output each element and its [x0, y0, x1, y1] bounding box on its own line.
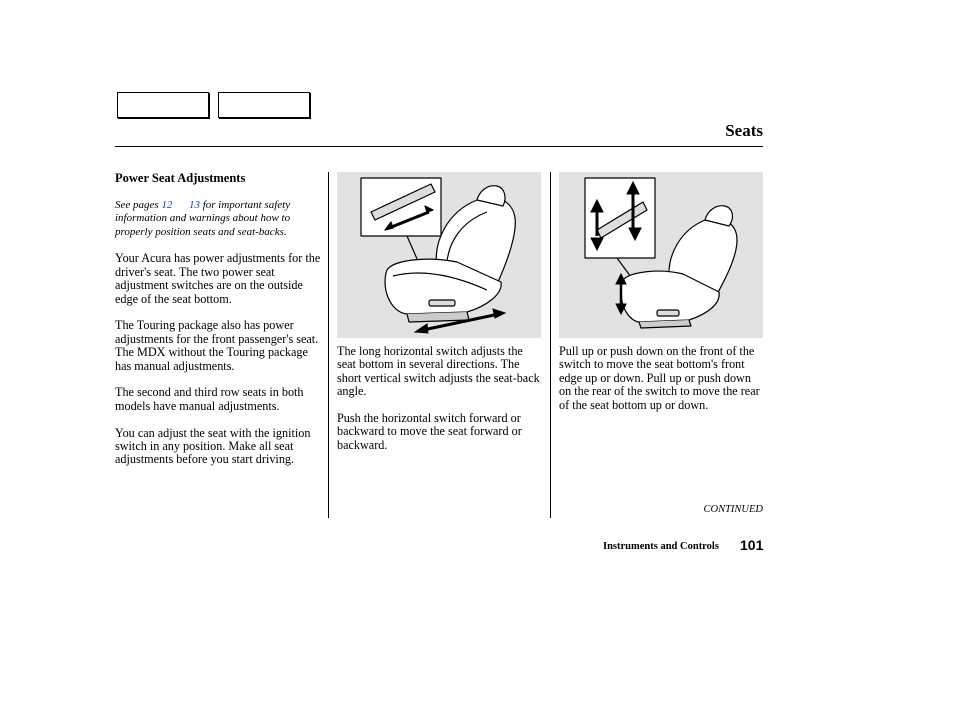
paragraph: You can adjust the seat with the ignition switch in any position. Make all seat adjustments before you start driving.	[115, 425, 311, 467]
column-1	[115, 172, 323, 480]
seat-slide-icon	[337, 172, 541, 338]
nav-button-2[interactable]	[218, 92, 310, 118]
column-divider	[328, 172, 329, 518]
section-title: Seats	[725, 121, 763, 140]
paragraph: The long horizontal switch adjusts the seat bottom in several directions. The short vertical switch adjusts the seat-back angle.	[337, 344, 540, 399]
nav-button-1[interactable]	[117, 92, 209, 118]
safety-note	[115, 199, 323, 239]
continued-label: CONTINUED	[703, 504, 763, 515]
seat-height-illustration	[559, 172, 763, 338]
note-suffix: for important safety information and warnings about how to properly position seats and seat-backs.	[115, 198, 291, 238]
page-link-12[interactable]: 12	[161, 198, 173, 211]
column-divider	[550, 172, 551, 518]
paragraph: Push the horizontal switch forward or backward to move the seat forward or backward.	[337, 411, 522, 452]
note-prefix: See pages	[115, 198, 162, 211]
note-sep	[172, 199, 189, 211]
page-link-13[interactable]: 13	[188, 198, 200, 211]
header-rule	[115, 146, 763, 147]
subheading: Power Seat Adjustments	[115, 171, 246, 185]
paragraph: The second and third row seats in both models have manual adjustments.	[115, 385, 304, 413]
page-number: 101	[740, 537, 764, 553]
paragraph: The Touring package also has power adjustments for the front passenger's seat. The MDX without the Touring package has manual adjustments.	[115, 318, 319, 373]
seat-height-icon	[559, 172, 763, 338]
seat-slide-illustration	[337, 172, 541, 338]
paragraph: Pull up or push down on the front of the switch to move the seat bottom's front edge up or down. Pull up or push down on the rear of the switch to move the rear of the seat bottom up or down.	[559, 344, 760, 412]
footer-section-name: Instruments and Controls	[603, 541, 719, 552]
paragraph: Your Acura has power adjustments for the driver's seat. The two power seat adjustment switches are on the outside edge of the seat bottom.	[115, 251, 321, 306]
column-3	[559, 345, 763, 425]
column-2	[337, 345, 543, 466]
